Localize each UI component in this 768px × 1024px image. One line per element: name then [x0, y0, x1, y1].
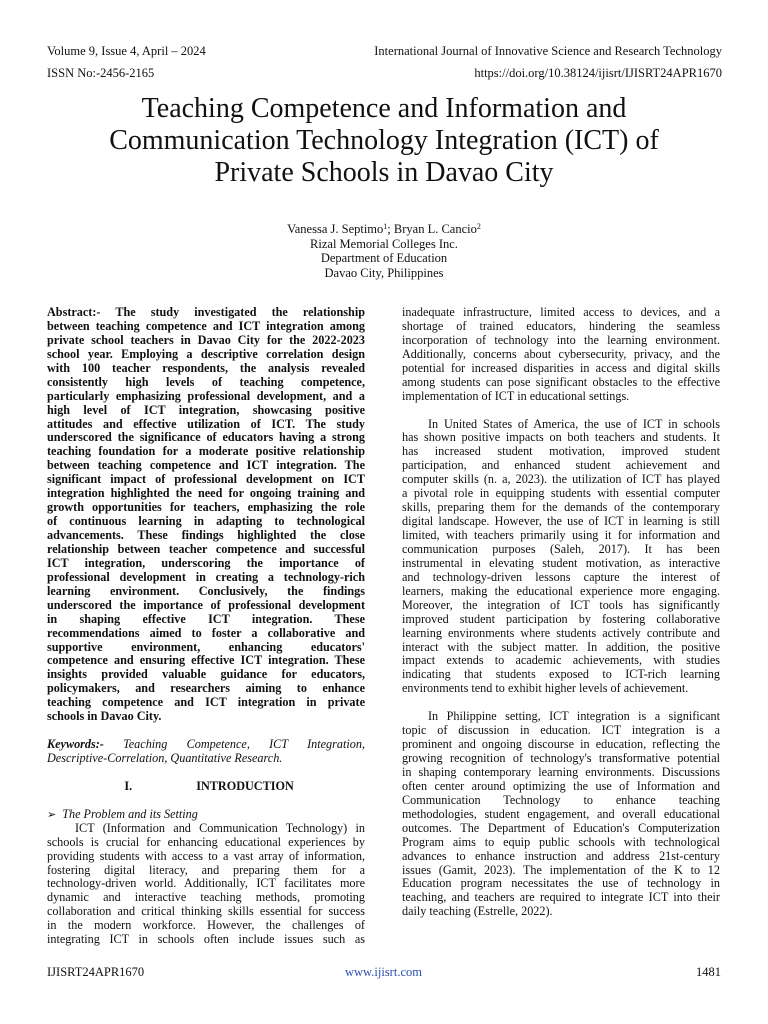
body-line: daily teaching (Estrelle, 2022).	[402, 904, 553, 919]
body-line: a pivotal role in equipping students with essential computer	[402, 486, 720, 501]
body-line: skills, preparing them for the demands of the contemporary	[402, 500, 720, 515]
body-line: Additionally, concerns about cybersecurity, privacy, and the	[402, 346, 720, 361]
keywords-line: Descriptive-Correlation, Quantitative Research.	[47, 751, 283, 765]
author-2: Bryan L. Cancio	[393, 222, 477, 236]
body-line: indicating that students exposed to ICT-rich learning	[402, 667, 720, 682]
abstract-line: integration highlighted the need for ongoing training and	[47, 486, 365, 501]
header-issn: ISSN No:-2456-2165	[47, 66, 155, 80]
keywords-text: Teaching Competence, ICT Integration,	[103, 737, 365, 752]
body-line: topic of discussion in education. ICT integration is a	[402, 723, 720, 738]
body-line: improved student participation by fostering collaborative	[402, 611, 720, 626]
body-line: teaching, and teachers are required to integrate ICT into their	[402, 890, 720, 905]
abstract-line: underscored the significance of educators having a strong	[47, 430, 365, 445]
left-column	[47, 306, 365, 947]
footer-url[interactable]: www.ijisrt.com	[345, 965, 422, 979]
arrow-bullet-icon: ➢	[47, 808, 57, 821]
body-line: interact with the subject matter. In addition, the positive	[402, 639, 720, 654]
author-block	[184, 222, 584, 281]
body-line: Program aims to equip public schools with technological	[402, 834, 720, 849]
body-line: advances to enhance instruction and address 21st-century	[402, 848, 720, 863]
abstract-line: growth opportunities for teachers, emphasizing the role	[47, 500, 365, 515]
body-line: impact extends to academic achievements, with studies	[402, 653, 720, 668]
abstract-line: recommendations aimed to foster a collaborative and	[47, 625, 365, 640]
section-heading	[47, 780, 365, 794]
abstract-line: teaching competence and ICT integration in private	[47, 695, 365, 710]
body-line: In Philippine setting, ICT integration is a significant	[428, 709, 720, 724]
abstract-line: policymakers, and researchers aiming to enhance	[47, 681, 365, 696]
subsection-title: The Problem and its Setting	[62, 806, 198, 821]
body-line: Moreover, the integration of ICT tools has significantly	[402, 597, 720, 612]
body-line: Communication Technology to enhance teaching	[402, 792, 720, 807]
body-line: ICT (Information and Communication Technology) in	[75, 820, 365, 835]
body-line: methodologies, student engagement, and overall educational	[402, 806, 720, 821]
body-line: learners, making the educational experience more engaging.	[402, 583, 720, 598]
body-line: growing recognition of technology's transformative potential	[402, 751, 720, 765]
body-line: and technology-driven lessons capture the interest of	[402, 569, 720, 584]
abstract-line: between teaching competence and ICT integration among	[47, 318, 365, 333]
paper-title	[40, 93, 728, 189]
footer-page-number: 1481	[696, 965, 721, 979]
body-line: has increased student motivation, improved student	[402, 444, 720, 459]
abstract-line: schools in Davao City.	[47, 709, 162, 724]
body-line: potential for increased disparities in access and digital skills	[402, 360, 720, 375]
abstract-line: particularly emphasizing professional development, and a	[47, 388, 365, 403]
body-line: prominent and ongoing discourse in education, reflecting the	[402, 737, 720, 752]
intro-paragraph	[47, 822, 365, 947]
abstract-line: significant impact of professional development on ICT	[47, 472, 365, 487]
body-line: In United States of America, the use of ICT in schools	[428, 416, 720, 431]
abstract-line: consistently high levels of teaching competence,	[47, 374, 365, 389]
body-line: among students can pose significant obstacles to the effective	[402, 374, 720, 389]
subsection-heading	[47, 808, 365, 822]
abstract	[47, 306, 365, 724]
body-line: implementation of ICT in educational settings.	[402, 388, 630, 403]
body-line: outcomes. The Department of Education's Computerization	[402, 820, 720, 835]
keywords-label: Keywords:-	[47, 737, 104, 752]
body-line: incorporation of technology into the learning environment.	[402, 332, 720, 347]
body-paragraph	[402, 418, 720, 697]
body-line: inadequate infrastructure, limited access to devices, and a	[402, 305, 720, 319]
body-paragraph	[402, 306, 720, 404]
body-line: learning environments where students actively contribute and	[402, 625, 720, 640]
author-names	[184, 222, 584, 237]
body-line: shortage of trained educators, hindering the seamless	[402, 318, 720, 333]
abstract-line: attitudes and effective utilization of ICT. The study	[47, 416, 365, 431]
section-number: I.	[124, 778, 133, 793]
body-line: Education program necessitates the use of technology in	[402, 876, 720, 891]
body-line: has shown positive impacts on both teachers and students. It	[402, 430, 720, 445]
body-line: instrumental in elevating student motivation, as interactive	[402, 555, 720, 570]
header-journal: International Journal of Innovative Science and Research Technology	[374, 44, 722, 58]
keywords-line	[47, 738, 365, 752]
section-title: INTRODUCTION	[196, 778, 294, 793]
abstract-line: private school teachers in Davao City for the 2022-2023	[47, 332, 365, 347]
body-line: digital landscape. However, the use of ICT in learning is still	[402, 514, 720, 529]
title-line: Communication Technology Integration (ICT) of	[109, 125, 659, 156]
abstract-line: insights provided valuable guidance for educators,	[47, 667, 365, 682]
body-line: collaboration and critical thinking skills essential for success	[47, 904, 365, 919]
abstract-line: in shaping effective ICT integration. These	[47, 611, 365, 626]
abstract-line: advancements. These findings highlighted the close	[47, 528, 365, 542]
body-line: schools is crucial for enhancing educational experiences by	[47, 834, 365, 849]
abstract-line: of continuous learning in adapting to technological	[47, 514, 365, 529]
body-line: participation, and enhanced student achievement and	[402, 458, 720, 473]
body-line: integrating ICT in schools often include issues such as	[47, 932, 365, 947]
keywords	[47, 738, 365, 766]
body-line: in the modern workforce. However, the challenges of	[47, 918, 365, 933]
body-line: computer skills (n. a, 2023). the utilization of ICT has played	[402, 472, 720, 487]
affiliation-line: Davao City, Philippines	[324, 266, 444, 281]
affiliation-line: Rizal Memorial Colleges Inc.	[310, 236, 458, 251]
abstract-line: teaching foundation for a moderate positive relationship	[47, 444, 365, 459]
abstract-line: relationship between teacher competence and successful	[47, 541, 365, 556]
body-line: limited, with teachers primarily using it for information and	[402, 528, 720, 542]
abstract-line: supportive environment, enhancing educators'	[47, 639, 365, 654]
abstract-line: competence and ensuring effective ICT integration. These	[47, 653, 365, 668]
body-paragraph	[402, 710, 720, 919]
affiliation-line: Department of Education	[320, 251, 448, 266]
body-line: fostering digital literacy, and preparing them for a	[47, 862, 365, 877]
header-volume: Volume 9, Issue 4, April – 2024	[47, 44, 206, 58]
header-doi[interactable]: https://doi.org/10.38124/ijisrt/IJISRT24APR1670	[474, 66, 722, 80]
body-line: providing students with access to a vast array of information,	[47, 848, 365, 863]
abstract-line: ICT integration, underscoring the importance of	[47, 555, 365, 570]
abstract-line: with 100 teacher respondents, the analysis revealed	[47, 360, 365, 375]
abstract-line: Abstract:- The study investigated the relationship	[47, 305, 365, 319]
body-line: issues (Gamit, 2023). The implementation of the K to 12	[402, 862, 720, 877]
body-line: environments tend to exhibit higher levels of achievement.	[402, 681, 689, 696]
body-line: dynamic and interactive teaching methods, promoting	[47, 890, 365, 905]
abstract-line: between teaching competence and ICT integration. The	[47, 458, 365, 473]
title-line: Private Schools in Davao City	[214, 157, 554, 188]
body-line: technology-driven world. Additionally, ICT facilitates more	[47, 876, 365, 891]
title-line: Teaching Competence and Information and	[141, 93, 627, 124]
abstract-line: learning environment. Conclusively, the findings	[47, 583, 365, 598]
author-separator: ;	[387, 222, 394, 236]
abstract-line: high level of ICT integration, showcasing positive	[47, 402, 365, 417]
abstract-line: school year. Employing a descriptive correlation design	[47, 346, 365, 361]
footer-id: IJISRT24APR1670	[47, 965, 145, 979]
abstract-line: professional development in creating a technology-rich	[47, 569, 365, 584]
author-1-affil-mark: 1	[383, 222, 388, 231]
abstract-line: underscored the importance of professional development	[47, 597, 365, 612]
body-line: communication purposes (Saleh, 2017). It has been	[402, 541, 720, 556]
body-line: often center around optimizing the use of Information and	[402, 778, 720, 793]
right-column	[402, 306, 720, 919]
author-1: Vanessa J. Septimo	[287, 222, 384, 236]
body-line: in shaping contemporary learning environments. Discussions	[402, 764, 720, 779]
author-2-affil-mark: 2	[476, 222, 481, 231]
